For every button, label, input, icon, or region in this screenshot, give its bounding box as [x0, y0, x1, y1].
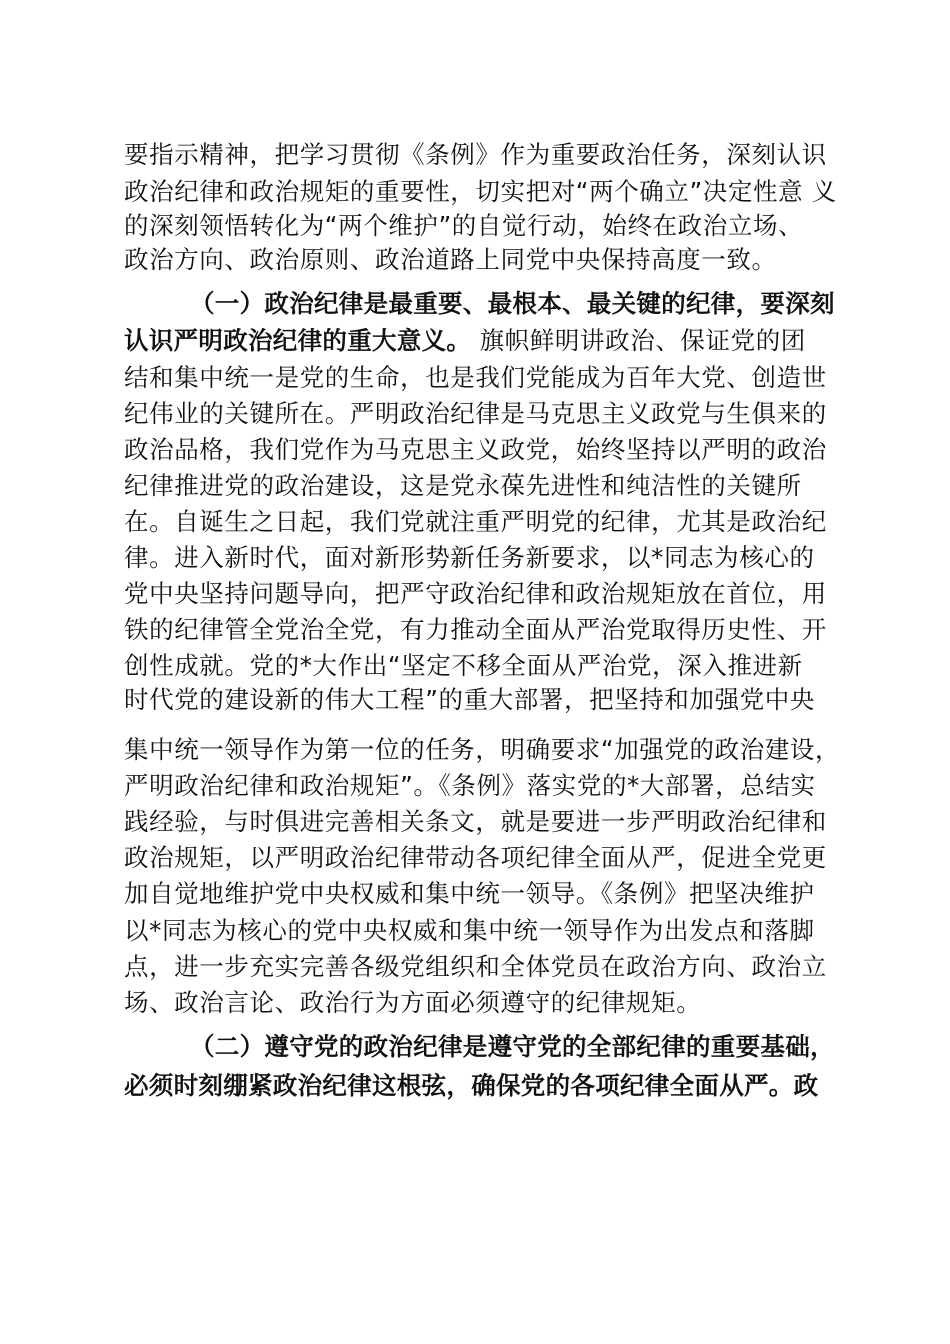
text-line-10: 纪律推进党的政治建设，这是党永葆先进性和纯洁性的关键所 — [124, 471, 802, 500]
text-line-22: 以*同志为核心的党中央权威和集中统一领导作为出发点和落脚 — [124, 916, 815, 945]
text-line-12: 律。进入新时代，面对新形势新任务新要求，以*同志为核心的 — [124, 543, 815, 572]
text-line-4: 政治方向、政治原则、政治道路上同党中央保持高度一致。 — [124, 245, 777, 274]
text-line-21: 加自觉地维护党中央权威和集中统一领导。《条例》把坚决维护 — [124, 879, 815, 908]
text-line-19: 践经验，与时俱进完善相关条文，就是要进一步严明政治纪律和 — [124, 807, 827, 836]
text-line-1: 要指示精神，把学习贯彻《条例》作为重要政治任务，深刻认识 — [124, 140, 827, 169]
text-line-11: 在。自诞生之日起，我们党就注重严明党的纪律，尤其是政治纪 — [124, 507, 827, 536]
text-line-16: 时代党的建设新的伟大工程”的重大部署，把坚持和加强党中央 — [124, 685, 815, 714]
text-line-20: 政治规矩，以严明政治纪律带动各项纪律全面从严，促进全党更 — [124, 843, 827, 872]
text-line-18: 严明政治纪律和政治规矩”。《条例》落实党的*大部署，总结实 — [124, 771, 816, 800]
text-line-17: 集中统一领导作为第一位的任务，明确要求“加强党的政治建设， — [124, 735, 841, 764]
section-heading-1-line-1: （一）政治纪律是最重要、最根本、最关键的纪律，要深刻 — [190, 289, 835, 318]
text-line-15: 创性成就。党的*大作出“坚定不移全面从严治党，深入推进新 — [124, 651, 803, 680]
text-line-9: 政治品格，我们党作为马克思主义政党，始终坚持以严明的政治 — [124, 435, 827, 464]
text-line-23: 点，进一步充实完善各级党组织和全体党员在政治方向、政治立 — [124, 952, 827, 981]
section-heading-2-line-2: 必须时刻绷紧政治纪律这根弦，确保党的各项纪律全面从严。政 — [124, 1071, 819, 1100]
text-line-2: 政治纪律和政治规矩的重要性，切实把对“两个确立”决定性意 义 — [124, 177, 837, 206]
section-heading-1-tail: 认识严明政治纪律的重大意义。 — [124, 326, 472, 355]
paragraph-1-start: 旗帜鲜明讲政治、保证党的团 — [471, 326, 806, 355]
section-heading-2-line-1: （二）遵守党的政治纪律是遵守党的全部纪律的重要基础， — [190, 1032, 835, 1061]
text-line-14: 铁的纪律管全党治全党，有力推动全面从严治党取得历史性、开 — [124, 615, 827, 644]
text-line-24: 场、政治言论、政治行为方面必须遵守的纪律规矩。 — [124, 988, 702, 1017]
text-line-7: 结和集中统一是党的生命，也是我们党能成为百年大党、创造世 — [124, 363, 827, 392]
text-line-13: 党中央坚持问题导向，把严守政治纪律和政治规矩放在首位，用 — [124, 579, 827, 608]
section-heading-1-line-2 — [124, 324, 806, 358]
text-line-3: 的深刻领悟转化为“两个维护”的自觉行动，始终在政治立场、 — [124, 211, 804, 240]
text-line-8: 纪伟业的关键所在。严明政治纪律是马克思主义政党与生俱来的 — [124, 399, 827, 428]
